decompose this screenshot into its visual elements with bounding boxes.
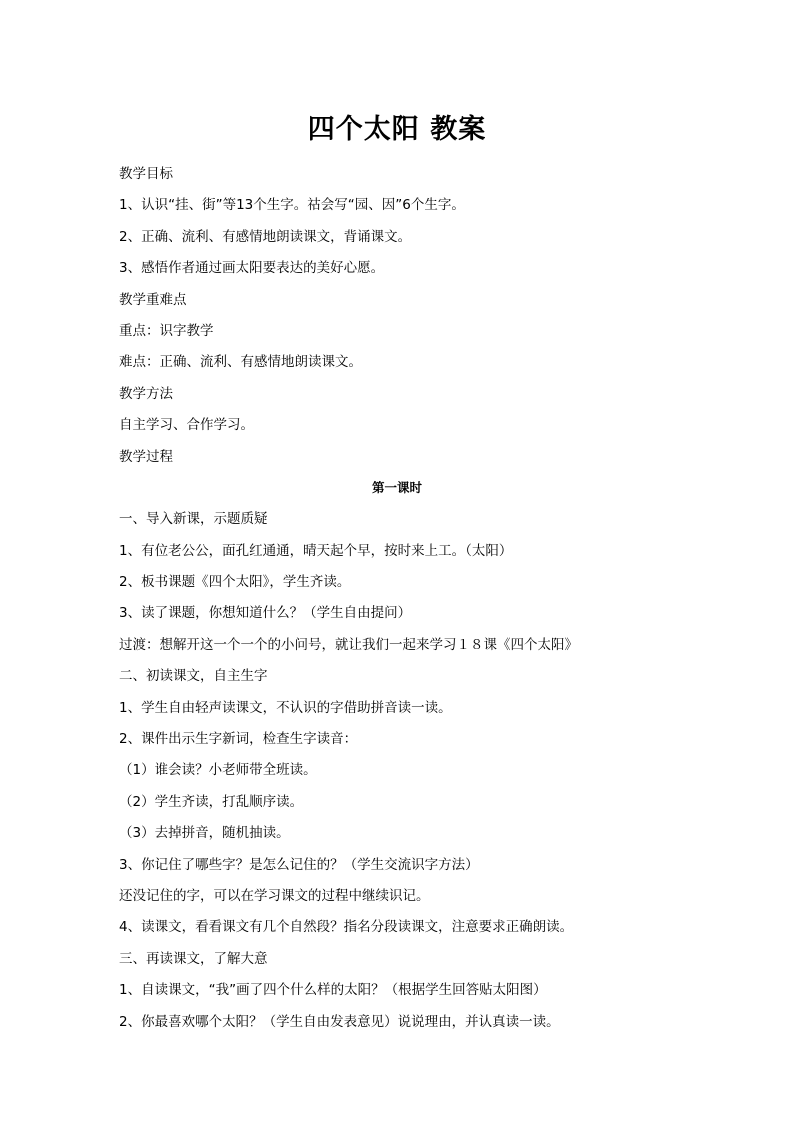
paragraph: 还没记住的字，可以在学习课文的过程中继续识记。 (119, 887, 430, 904)
paragraph: 1、自读课文，“我”画了四个什么样的太阳？（根据学生回答贴太阳图） (119, 982, 547, 999)
paragraph: 3、感悟作者通过画太阳要表达的美好心愿。 (119, 260, 385, 277)
paragraph: 2、板书课题《四个太阳》，学生齐读。 (119, 574, 351, 591)
paragraph: 1、学生自由轻声读课文，不认识的字借助拼音读一读。 (119, 699, 452, 716)
paragraph: 2、课件出示生字新词，检查生字读音： (119, 731, 358, 748)
paragraph: 2、你最喜欢哪个太阳？（学生自由发表意见）说说理由，并认真读一读。 (119, 1013, 560, 1030)
step-heading: 一、导入新课，示题质疑 (119, 511, 268, 528)
section-heading-goals: 教学目标 (119, 166, 173, 182)
paragraph: 自主学习、合作学习。 (119, 417, 254, 434)
lesson-period-heading: 第一课时 (371, 479, 422, 495)
paragraph: （1）谁会读？小老师带全班读。 (119, 762, 317, 779)
paragraph: 3、读了课题，你想知道什么？（学生自由提问） (119, 605, 412, 622)
paragraph: 2、正确、流利、有感情地朗读课文，背诵课文。 (119, 228, 412, 245)
step-heading: 三、再读课文，了解大意 (119, 950, 268, 967)
paragraph: 难点：正确、流利、有感情地朗读课文。 (119, 354, 362, 371)
paragraph: 1、认识“挂、街”等13个生字。祜会写“园、因”6个生字。 (119, 197, 465, 214)
step-heading: 二、初读课文，自主生字 (119, 668, 268, 685)
paragraph: （2）学生齐读，打乱顺序读。 (119, 793, 304, 810)
document-title: 四个太阳 教案 (307, 114, 487, 145)
paragraph: 1、有位老公公，面孔红通通，晴天起个早，按时来上工。（太阳） (119, 542, 513, 559)
section-heading-process: 教学过程 (119, 448, 173, 465)
section-heading-methods: 教学方法 (119, 385, 173, 402)
document-body (119, 163, 719, 1042)
paragraph: 3、你记住了哪些字？是怎么记住的？（学生交流识字方法） (119, 856, 479, 873)
paragraph: 4、读课文，看看课文有几个自然段？指名分段读课文，注意要求正确朗读。 (119, 919, 574, 936)
paragraph: 过渡：想解开这一个一个的小问号，就让我们一起来学习１８课《四个太阳》 (119, 636, 578, 653)
paragraph: （3）去掉拼音，随机抽读。 (119, 825, 290, 842)
paragraph: 重点：识字教学 (119, 322, 214, 339)
section-heading-key-points: 教学重难点 (119, 291, 187, 308)
